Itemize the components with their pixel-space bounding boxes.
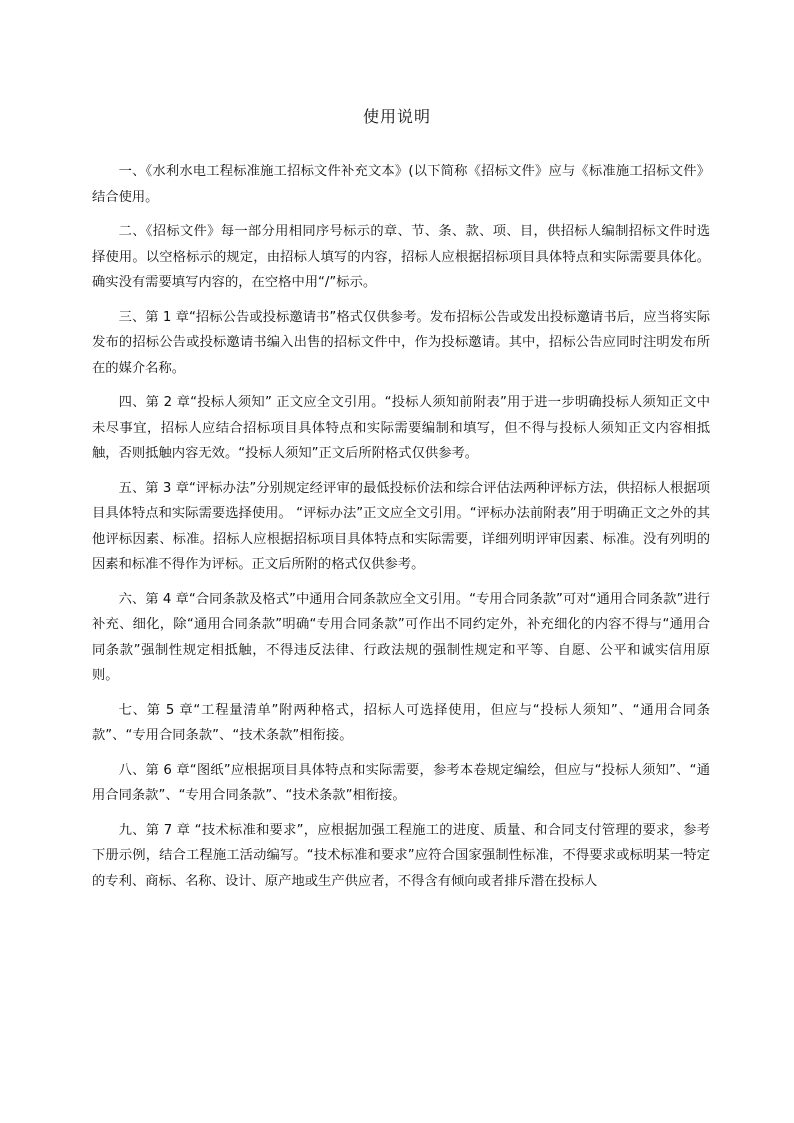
paragraph-9: 九、第 7 章 “技术标准和要求”，应根据加强工程施工的进度、质量、和合同支付管理的要求，参考下册示例，结合工程施工活动编写。“技术标准和要求”应符合国家强制性标准，不得要求或标明某一特定的专利、商标、名称、设计、原产地或生产供应者，不得含有倾向或者排斥潜在投标人	[92, 822, 710, 889]
paragraph-3: 三、第 1 章“招标公告或投标邀请书”格式仅供参考。发布招标公告或发出投标邀请书后，应当将实际发布的招标公告或投标邀请书编入出售的招标文件中，作为投标邀请。其中，招标公告应同时注明发布所在的媒介名称。	[92, 309, 710, 376]
document-body	[92, 159, 710, 903]
paragraph-2: 二、《招标文件》每一部分用相同序号标示的章、节、条、款、项、目，供招标人编制招标文件时选择使用。以空格标示的规定，由招标人填写的内容，招标人应根据招标项目具体特点和实际需要具体化。确实没有需要填写内容的，在空格中用“/”标示。	[92, 224, 710, 290]
paragraph-1: 一、《水利水电工程标准施工招标文件补充文本》(以下简称《招标文件》应与《标准施工招标文件》结合使用。	[92, 164, 710, 205]
paragraph-4: 四、第 2 章“投标人须知” 正文应全文引用。“投标人须知前附表”用于进一步明确投标人须知正文中未尽事宜，招标人应结合招标项目具体特点和实际需要编制和填写，但不得与投标人须知正文内容相抵触，否则抵触内容无效。“投标人须知”正文后所附格式仅供参考。	[92, 395, 710, 461]
paragraph-5: 五、第 3 章“评标办法”分别规定经评审的最低投标价法和综合评估法两种评标方法，供招标人根据项目具体特点和实际需要选择使用。 “评标办法”正文应全文引用。“评标办法前附表”用于明确正文之外的其他评标因素、标准。招标人应根据招标项目具体特点和实际需要，详细列明评审因素、标准。没有列明的因素和标准不得作为评标。正文后所附的格式仅供参考。	[92, 480, 710, 572]
paragraph-8: 八、第 6 章“图纸”应根据项目具体特点和实际需要，参考本卷规定编绘，但应与“投标人须知”、“通用合同条款”、“专用合同条款”、“技术条款”相衔接。	[92, 762, 710, 803]
page-title: 使用说明	[362, 107, 431, 126]
paragraph-6: 六、第 4 章“合同条款及格式”中通用合同条款应全文引用。“专用合同条款”可对“通用合同条款”进行补充、细化，除“通用合同条款”明确“专用合同条款”可作出不同约定外，补充细化的内容不得与“通用合同条款”强制性规定相抵触，不得违反法律、行政法规的强制性规定和平等、自愿、公平和诚实信用原则。	[92, 591, 710, 683]
paragraph-7: 七、第 5 章“工程量清单”附两种格式，招标人可选择使用，但应与“投标人须知”、“通用合同条款”、“专用合同条款”、“技术条款”相衔接。	[92, 702, 710, 743]
